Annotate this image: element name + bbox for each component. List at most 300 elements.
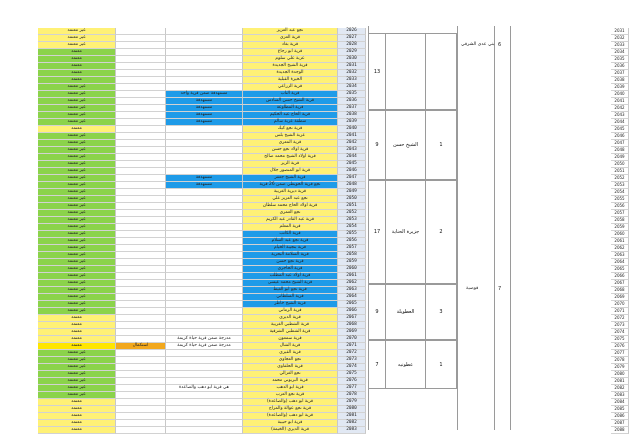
note-cell[interactable] (166, 280, 243, 287)
village-number-cell[interactable]: 2053 (338, 217, 366, 224)
year-cell[interactable]: 2039 (611, 84, 629, 91)
status-cell[interactable]: غير معتمد (38, 280, 116, 287)
note-cell[interactable] (166, 42, 243, 49)
year-cell[interactable]: 2071 (611, 308, 629, 315)
status-cell[interactable]: غير معتمد (38, 140, 116, 147)
year-cell[interactable]: 2046 (611, 133, 629, 140)
note-cell[interactable] (166, 273, 243, 280)
aux-cell[interactable] (116, 84, 166, 91)
aux-cell[interactable] (116, 364, 166, 371)
village-number-cell[interactable]: 2047 (338, 175, 366, 182)
year-cell[interactable]: 2076 (611, 343, 629, 350)
village-number-cell[interactable]: 2067 (338, 315, 366, 322)
village-name-cell[interactable]: قرية البربوني محمد (243, 378, 338, 385)
aux-cell[interactable] (116, 266, 166, 273)
village-number-cell[interactable]: 2078 (338, 392, 366, 399)
village-name-cell[interactable]: قرية الشيخ محمد عيسى (243, 280, 338, 287)
village-number-cell[interactable]: 2050 (338, 196, 366, 203)
village-name-cell[interactable]: قرية الشال (243, 343, 338, 350)
village-number-cell[interactable]: 2034 (338, 84, 366, 91)
aux-cell[interactable] (116, 224, 166, 231)
village-name-cell[interactable]: عزبة علي سلوم (243, 56, 338, 63)
note-cell[interactable] (166, 210, 243, 217)
village-number-cell[interactable]: 2082 (338, 420, 366, 427)
note-cell[interactable] (166, 238, 243, 245)
status-cell[interactable]: غير معتمد (38, 175, 116, 182)
year-cell[interactable]: 2055 (611, 196, 629, 203)
village-name-cell[interactable]: قرية الشيخ حسن السادس (243, 98, 338, 105)
village-number-cell[interactable]: 2026 (338, 28, 366, 35)
village-name-cell[interactable]: منطقة عزبة سالم (243, 119, 338, 126)
status-cell[interactable]: غير معتمد (38, 294, 116, 301)
note-cell[interactable] (166, 224, 243, 231)
year-cell[interactable]: 2084 (611, 399, 629, 406)
note-cell[interactable] (166, 77, 243, 84)
status-cell[interactable]: غير معتمد (38, 119, 116, 126)
note-cell[interactable] (166, 84, 243, 91)
village-number-cell[interactable]: 2045 (338, 161, 366, 168)
status-cell[interactable]: غير معتمد (38, 189, 116, 196)
village-name-cell[interactable]: قرية بغاد (243, 42, 338, 49)
aux-cell[interactable] (116, 119, 166, 126)
note-cell[interactable]: مستهدفة (166, 105, 243, 112)
status-cell[interactable]: غير معتمد (38, 245, 116, 252)
note-cell[interactable]: مدرجة ضمن قرية حياة كريمة (166, 336, 243, 343)
status-cell[interactable]: معتمد (38, 77, 116, 84)
status-cell[interactable]: غير معتمد (38, 364, 116, 371)
village-number-cell[interactable]: 2054 (338, 224, 366, 231)
village-name-cell[interactable]: قرية الحاج عبد الحكيم (243, 112, 338, 119)
year-cell[interactable]: 2053 (611, 182, 629, 189)
note-cell[interactable] (166, 399, 243, 406)
village-number-cell[interactable]: 2056 (338, 238, 366, 245)
status-cell[interactable]: غير معتمد (38, 385, 116, 392)
village-number-cell[interactable]: 2055 (338, 231, 366, 238)
note-cell[interactable] (166, 252, 243, 259)
note-cell[interactable] (166, 364, 243, 371)
village-number-cell[interactable]: 2083 (338, 427, 366, 434)
year-cell[interactable]: 2064 (611, 259, 629, 266)
aux-cell[interactable] (116, 294, 166, 301)
note-cell[interactable] (166, 308, 243, 315)
status-cell[interactable]: غير معتمد (38, 308, 116, 315)
note-cell[interactable] (166, 420, 243, 427)
status-cell[interactable]: غير معتمد (38, 357, 116, 364)
village-name-cell[interactable]: قرية ابو دهب (والصاعدة) (243, 413, 338, 420)
status-cell[interactable]: غير معتمد (38, 42, 116, 49)
aux-cell[interactable] (116, 252, 166, 259)
status-cell[interactable]: غير معتمد (38, 224, 116, 231)
year-cell[interactable]: 2059 (611, 224, 629, 231)
year-cell[interactable]: 2068 (611, 287, 629, 294)
year-cell[interactable]: 2045 (611, 126, 629, 133)
village-name-cell[interactable]: قرية الحاجري (243, 266, 338, 273)
year-cell[interactable]: 2031 (611, 28, 629, 35)
year-cell[interactable]: 2072 (611, 315, 629, 322)
village-name-cell[interactable]: قرية الكاتب (243, 231, 338, 238)
aux-cell[interactable] (116, 413, 166, 420)
year-cell[interactable]: 2078 (611, 357, 629, 364)
year-cell[interactable]: 2080 (611, 371, 629, 378)
aux-cell[interactable] (116, 98, 166, 105)
village-name-cell[interactable]: قرية الشطبي الشرقية (243, 329, 338, 336)
village-name-cell[interactable]: قرية نجع عوالة والمراج (243, 406, 338, 413)
status-cell[interactable]: غير معتمد (38, 161, 116, 168)
aux-cell[interactable] (116, 280, 166, 287)
aux-cell[interactable] (116, 287, 166, 294)
aux-cell[interactable] (116, 315, 166, 322)
status-cell[interactable]: معتمد (38, 336, 116, 343)
note-cell[interactable] (166, 133, 243, 140)
village-number-cell[interactable]: 2076 (338, 378, 366, 385)
village-name-cell[interactable]: عزبة الشيخ بلس (243, 133, 338, 140)
village-name-cell[interactable]: نجع العمري (243, 210, 338, 217)
note-cell[interactable] (166, 301, 243, 308)
aux-cell[interactable] (116, 42, 166, 49)
note-cell[interactable] (166, 203, 243, 210)
year-cell[interactable]: 2033 (611, 42, 629, 49)
village-number-cell[interactable]: 2042 (338, 140, 366, 147)
village-name-cell[interactable]: قرية الناب (243, 91, 338, 98)
village-number-cell[interactable]: 2027 (338, 35, 366, 42)
year-cell[interactable]: 2069 (611, 294, 629, 301)
status-cell[interactable]: غير معتمد (38, 98, 116, 105)
aux-cell[interactable] (116, 371, 166, 378)
village-number-cell[interactable]: 2063 (338, 287, 366, 294)
village-number-cell[interactable]: 2035 (338, 91, 366, 98)
note-cell[interactable] (166, 259, 243, 266)
aux-cell[interactable] (116, 140, 166, 147)
village-number-cell[interactable]: 2040 (338, 126, 366, 133)
village-number-cell[interactable]: 2031 (338, 63, 366, 70)
aux-cell[interactable] (116, 147, 166, 154)
aux-cell[interactable] (116, 182, 166, 189)
aux-cell[interactable] (116, 420, 166, 427)
aux-cell[interactable] (116, 189, 166, 196)
aux-cell[interactable] (116, 385, 166, 392)
year-cell[interactable]: 2082 (611, 385, 629, 392)
village-name-cell[interactable]: قرية نجع حسن (243, 259, 338, 266)
village-name-cell[interactable]: نجع عبد العزيز (243, 28, 338, 35)
village-name-cell[interactable]: قرية نجع ابو الغيط (243, 287, 338, 294)
village-name-cell[interactable]: قرية ابو حبيبة (243, 420, 338, 427)
note-cell[interactable] (166, 315, 243, 322)
note-cell[interactable] (166, 294, 243, 301)
aux-cell[interactable] (116, 105, 166, 112)
aux-cell[interactable] (116, 399, 166, 406)
aux-cell[interactable] (116, 350, 166, 357)
aux-cell[interactable] (116, 161, 166, 168)
village-number-cell[interactable]: 2049 (338, 189, 366, 196)
year-cell[interactable]: 2041 (611, 98, 629, 105)
village-name-cell[interactable]: قرية الزراعي (243, 84, 338, 91)
aux-cell[interactable] (116, 35, 166, 42)
status-cell[interactable]: غير معتمد (38, 252, 116, 259)
aux-cell[interactable] (116, 175, 166, 182)
village-number-cell[interactable]: 2080 (338, 406, 366, 413)
aux-cell[interactable] (116, 322, 166, 329)
note-cell[interactable] (166, 35, 243, 42)
status-cell[interactable]: غير معتمد (38, 301, 116, 308)
village-name-cell[interactable]: قرية المعلم (243, 224, 338, 231)
village-name-cell[interactable]: قرية الديري (الخيمة) (243, 427, 338, 434)
status-cell[interactable]: معتمد (38, 329, 116, 336)
aux-cell[interactable] (116, 70, 166, 77)
year-cell[interactable]: 2034 (611, 49, 629, 56)
village-name-cell[interactable]: قرية الشطبي الغربية (243, 322, 338, 329)
status-cell[interactable]: غير معتمد (38, 287, 116, 294)
year-cell[interactable]: 2063 (611, 252, 629, 259)
village-number-cell[interactable]: 2077 (338, 385, 366, 392)
note-cell[interactable] (166, 49, 243, 56)
village-name-cell[interactable]: قرية نجع العرب (243, 392, 338, 399)
year-cell[interactable]: 2036 (611, 63, 629, 70)
village-number-cell[interactable]: 2030 (338, 56, 366, 63)
note-cell[interactable]: مستهدفة (166, 175, 243, 182)
village-name-cell[interactable]: الوجدة الجديدة (243, 70, 338, 77)
year-cell[interactable]: 2087 (611, 420, 629, 427)
note-cell[interactable] (166, 168, 243, 175)
note-cell[interactable] (166, 287, 243, 294)
village-name-cell[interactable]: قرية اولاد الحاج محمد سلطان (243, 203, 338, 210)
status-cell[interactable]: غير معتمد (38, 28, 116, 35)
note-cell[interactable] (166, 357, 243, 364)
village-name-cell[interactable]: الخيرة القبلية (243, 77, 338, 84)
aux-cell[interactable] (116, 427, 166, 434)
year-cell[interactable]: 2051 (611, 168, 629, 175)
year-cell[interactable]: 2074 (611, 329, 629, 336)
year-cell[interactable]: 2061 (611, 238, 629, 245)
aux-cell[interactable] (116, 168, 166, 175)
note-cell[interactable] (166, 406, 243, 413)
note-cell[interactable] (166, 427, 243, 434)
status-cell[interactable]: غير معتمد (38, 273, 116, 280)
year-cell[interactable]: 2060 (611, 231, 629, 238)
village-name-cell[interactable]: نجع العجاوي (243, 357, 338, 364)
status-cell[interactable]: معتمد (38, 406, 116, 413)
village-name-cell[interactable]: قرية الشيخ الجديدة (243, 63, 338, 70)
village-name-cell[interactable]: قرية السلطاني (243, 294, 338, 301)
note-cell[interactable] (166, 63, 243, 70)
status-cell[interactable]: غير معتمد (38, 231, 116, 238)
note-cell[interactable] (166, 329, 243, 336)
note-cell[interactable] (166, 245, 243, 252)
year-cell[interactable]: 2070 (611, 301, 629, 308)
year-cell[interactable]: 2047 (611, 140, 629, 147)
village-name-cell[interactable]: قرية الرماني (243, 308, 338, 315)
status-cell[interactable]: معتمد (38, 322, 116, 329)
note-cell[interactable]: مدرجة ضمن قرية حياة كريمة (166, 343, 243, 350)
village-number-cell[interactable]: 2081 (338, 413, 366, 420)
village-name-cell[interactable]: نجع قرية الحويطي ضمن 26 قرية (243, 182, 338, 189)
village-name-cell[interactable]: قرية الديري (243, 315, 338, 322)
aux-cell[interactable] (116, 133, 166, 140)
aux-cell[interactable] (116, 406, 166, 413)
village-number-cell[interactable]: 2064 (338, 294, 366, 301)
village-name-cell[interactable]: قرية المطاوعة (243, 105, 338, 112)
village-number-cell[interactable]: 2061 (338, 273, 366, 280)
village-number-cell[interactable]: 2059 (338, 259, 366, 266)
aux-cell[interactable] (116, 273, 166, 280)
village-name-cell[interactable]: قرية سمعون (243, 336, 338, 343)
aux-cell[interactable] (116, 231, 166, 238)
village-name-cell[interactable]: قرية اولاد عبد المطلب (243, 273, 338, 280)
aux-cell[interactable] (116, 245, 166, 252)
aux-cell[interactable] (116, 154, 166, 161)
village-number-cell[interactable]: 2044 (338, 154, 366, 161)
status-cell[interactable]: غير معتمد (38, 210, 116, 217)
status-cell[interactable]: معتمد (38, 413, 116, 420)
village-number-cell[interactable]: 2039 (338, 119, 366, 126)
aux-cell[interactable] (116, 217, 166, 224)
year-cell[interactable]: 2085 (611, 406, 629, 413)
village-number-cell[interactable]: 2058 (338, 252, 366, 259)
note-cell[interactable] (166, 70, 243, 77)
village-name-cell[interactable]: قرية المعري (243, 140, 338, 147)
village-number-cell[interactable]: 2043 (338, 147, 366, 154)
village-number-cell[interactable]: 2057 (338, 245, 366, 252)
note-cell[interactable]: مستهدفة (166, 112, 243, 119)
note-cell[interactable]: هي قرية ابو دهب والصاعدة (166, 385, 243, 392)
status-cell[interactable]: معتمد (38, 56, 116, 63)
village-number-cell[interactable]: 2071 (338, 343, 366, 350)
status-cell[interactable]: غير معتمد (38, 392, 116, 399)
note-cell[interactable]: مستهدفة ضمن قرية واحد (166, 91, 243, 98)
aux-cell[interactable] (116, 196, 166, 203)
village-name-cell[interactable]: قرية نجع عبد السلام (243, 238, 338, 245)
aux-cell[interactable] (116, 336, 166, 343)
village-name-cell[interactable]: قرية السلامة البحرية (243, 252, 338, 259)
status-cell[interactable]: غير معتمد (38, 168, 116, 175)
status-cell[interactable]: غير معتمد (38, 196, 116, 203)
year-cell[interactable]: 2065 (611, 266, 629, 273)
village-name-cell[interactable]: قرية ابو الدهب (243, 385, 338, 392)
year-cell[interactable]: 2067 (611, 280, 629, 287)
note-cell[interactable] (166, 371, 243, 378)
status-cell[interactable]: غير معتمد (38, 203, 116, 210)
aux-cell[interactable] (116, 392, 166, 399)
status-cell[interactable]: غير معتمد (38, 182, 116, 189)
year-cell[interactable]: 2038 (611, 77, 629, 84)
village-name-cell[interactable]: قرية ابو رجاع (243, 49, 338, 56)
year-cell[interactable]: 2044 (611, 119, 629, 126)
village-number-cell[interactable]: 2068 (338, 322, 366, 329)
village-number-cell[interactable]: 2069 (338, 329, 366, 336)
village-name-cell[interactable]: قرية الشيخ جعفر (243, 175, 338, 182)
aux-cell[interactable] (116, 301, 166, 308)
note-cell[interactable] (166, 266, 243, 273)
note-cell[interactable]: مستهدفة (166, 98, 243, 105)
village-name-cell[interactable]: قرية نجع كيك (243, 126, 338, 133)
status-cell[interactable]: معتمد (38, 427, 116, 434)
village-name-cell[interactable]: قرية ديرية الغربية (243, 189, 338, 196)
village-number-cell[interactable]: 2038 (338, 112, 366, 119)
year-cell[interactable]: 2079 (611, 364, 629, 371)
year-cell[interactable]: 2056 (611, 203, 629, 210)
village-number-cell[interactable]: 2075 (338, 371, 366, 378)
status-cell[interactable]: معتمد (38, 420, 116, 427)
note-cell[interactable] (166, 413, 243, 420)
village-number-cell[interactable]: 2062 (338, 280, 366, 287)
note-cell[interactable] (166, 322, 243, 329)
year-cell[interactable]: 2073 (611, 322, 629, 329)
status-cell[interactable]: غير معتمد (38, 217, 116, 224)
note-cell[interactable] (166, 392, 243, 399)
status-cell[interactable]: معتمد (38, 49, 116, 56)
status-cell[interactable]: غير معتمد (38, 266, 116, 273)
aux-cell[interactable] (116, 308, 166, 315)
year-cell[interactable]: 2050 (611, 161, 629, 168)
year-cell[interactable]: 2081 (611, 378, 629, 385)
village-number-cell[interactable]: 2029 (338, 49, 366, 56)
status-cell[interactable]: غير معتمد (38, 133, 116, 140)
aux-cell[interactable] (116, 329, 166, 336)
aux-cell[interactable] (116, 49, 166, 56)
note-cell[interactable] (166, 154, 243, 161)
status-cell[interactable]: معتمد (38, 63, 116, 70)
village-number-cell[interactable]: 2072 (338, 350, 366, 357)
village-name-cell[interactable]: قرية عبد القادر عبد الكريم (243, 217, 338, 224)
village-number-cell[interactable]: 2048 (338, 182, 366, 189)
village-name-cell[interactable]: قرية بنجيبة الخيام (243, 245, 338, 252)
village-name-cell[interactable]: قرية الزير (243, 161, 338, 168)
status-cell[interactable]: غير معتمد (38, 350, 116, 357)
year-cell[interactable]: 2057 (611, 210, 629, 217)
note-cell[interactable] (166, 140, 243, 147)
village-number-cell[interactable]: 2065 (338, 301, 366, 308)
aux-cell[interactable] (116, 126, 166, 133)
note-cell[interactable] (166, 56, 243, 63)
aux-cell[interactable] (116, 238, 166, 245)
village-name-cell[interactable]: قرية ابو المنصور جلال (243, 168, 338, 175)
year-cell[interactable]: 2042 (611, 105, 629, 112)
village-number-cell[interactable]: 2041 (338, 133, 366, 140)
village-name-cell[interactable]: نجع الغزالي (243, 371, 338, 378)
year-cell[interactable]: 2083 (611, 392, 629, 399)
village-number-cell[interactable]: 2079 (338, 399, 366, 406)
status-cell[interactable]: غير معتمد (38, 91, 116, 98)
status-cell[interactable]: معتمد (38, 126, 116, 133)
village-number-cell[interactable]: 2046 (338, 168, 366, 175)
village-number-cell[interactable]: 2052 (338, 210, 366, 217)
village-number-cell[interactable]: 2060 (338, 266, 366, 273)
year-cell[interactable]: 2052 (611, 175, 629, 182)
aux-cell[interactable]: استكمال (116, 343, 166, 350)
note-cell[interactable] (166, 161, 243, 168)
note-cell[interactable]: مستهدفة (166, 182, 243, 189)
village-name-cell[interactable]: نجع عبد العزيز علي (243, 196, 338, 203)
aux-cell[interactable] (116, 91, 166, 98)
year-cell[interactable]: 2043 (611, 112, 629, 119)
note-cell[interactable] (166, 378, 243, 385)
village-number-cell[interactable]: 2032 (338, 70, 366, 77)
village-name-cell[interactable]: قرية اولاد الشيخ محمد صالح (243, 154, 338, 161)
village-number-cell[interactable]: 2033 (338, 77, 366, 84)
status-cell[interactable]: غير معتمد (38, 84, 116, 91)
note-cell[interactable] (166, 217, 243, 224)
village-number-cell[interactable]: 2037 (338, 105, 366, 112)
aux-cell[interactable] (116, 112, 166, 119)
note-cell[interactable] (166, 231, 243, 238)
status-cell[interactable]: غير معتمد (38, 35, 116, 42)
village-name-cell[interactable]: قرية الحلفاوي (243, 364, 338, 371)
year-cell[interactable]: 2066 (611, 273, 629, 280)
year-cell[interactable]: 2049 (611, 154, 629, 161)
aux-cell[interactable] (116, 63, 166, 70)
note-cell[interactable] (166, 189, 243, 196)
status-cell[interactable]: غير معتمد (38, 259, 116, 266)
year-cell[interactable]: 2048 (611, 147, 629, 154)
